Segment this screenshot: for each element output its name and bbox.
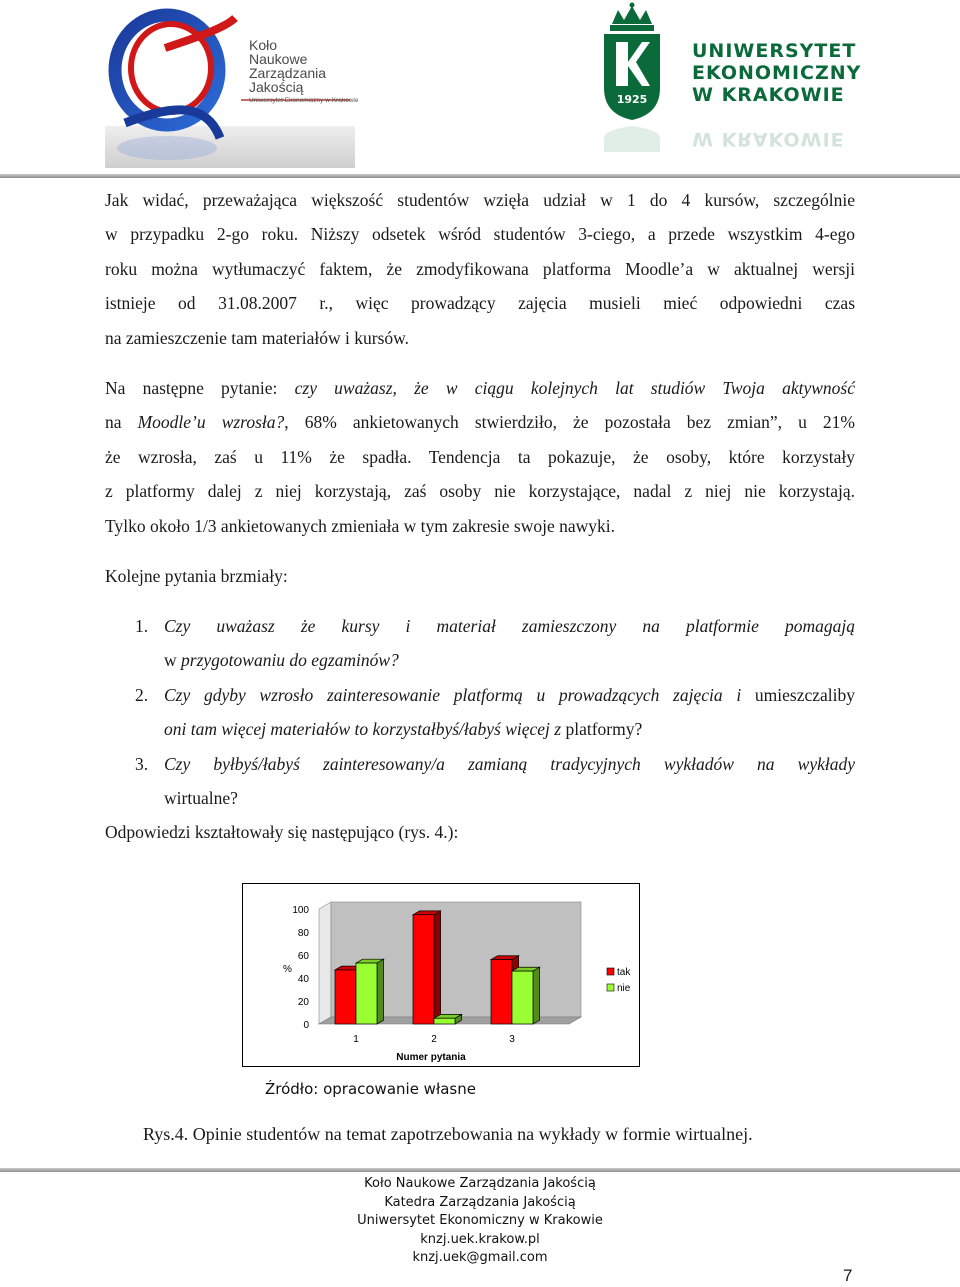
page-number: 7: [843, 1266, 853, 1285]
answers-intro-text: Odpowiedzi kształtowały się następująco (rys. 4.):: [105, 822, 459, 842]
paragraph-line: na zamieszczenie tam materiałów i kursów.: [105, 327, 410, 348]
list-item: [105, 609, 855, 678]
bar-chart: [243, 884, 639, 1066]
uek-name: [692, 40, 861, 106]
text-run: Na następne pytanie:: [105, 378, 295, 398]
source-label: Źródło: opracowanie własne: [265, 1080, 476, 1098]
y-tick-label: 20: [297, 997, 309, 1008]
footer-line: Uniwersytet Ekonomiczny w Krakowie: [357, 1213, 603, 1228]
x-tick-label: 2: [431, 1034, 437, 1045]
logo-subline: Uniwersytet Ekonomiczny w Krakowie: [249, 97, 359, 104]
x-tick-label: 1: [353, 1034, 359, 1045]
footer-website: knzj.uek.krakow.pl: [420, 1231, 540, 1247]
list-item: [105, 678, 855, 747]
paragraph-line: Jak widać, przeważająca większość studentów wzięła udział w 1 do 4 kursów, szczególnie: [105, 190, 855, 210]
x-tick-label: 3: [509, 1034, 515, 1045]
logo-text-line: Jakością: [249, 79, 304, 95]
paragraph-2: [105, 371, 855, 543]
header-divider: [0, 174, 960, 178]
uek-name-line: W KRAKOWIE: [692, 84, 845, 106]
question-italic: czy uważasz, że w ciągu kolejnych lat studiów Twoja aktywność: [294, 378, 855, 398]
list-line: [164, 643, 855, 677]
intro-text: Kolejne pytania brzmiały:: [105, 566, 288, 586]
bar: [512, 971, 533, 1024]
y-tick-label: 100: [292, 905, 309, 916]
list-line: [164, 747, 855, 781]
logo-text-line: Naukowe: [249, 51, 308, 67]
text-run: , 68% ankietowanych stwierdziło, że pozostała bez zmian”, u 21%: [284, 412, 855, 433]
list-line: [164, 712, 855, 746]
text-run: platformy?: [565, 719, 643, 740]
list-item-text: [164, 678, 855, 747]
text-run: umieszczaliby: [754, 684, 855, 705]
legend-swatch: [607, 984, 614, 991]
paragraph-line: [105, 371, 855, 405]
question-italic: oni tam więcej materiałów to korzystałbyś/łabyś więcej z: [164, 719, 566, 740]
legend-label: tak: [617, 967, 631, 978]
chart-frame: [242, 883, 640, 1067]
list-line: wirtualne?: [164, 787, 238, 808]
paragraph-line: z platformy dalej z niej korzystają, zaś osoby nie korzystające, nadal z niej nie korzystają.: [105, 481, 855, 502]
chart-side-wall: [319, 902, 331, 1024]
logo-text-line: Koło: [249, 37, 278, 53]
uek-name-line: EKONOMICZNY: [692, 62, 862, 84]
paragraph-line: w przypadku 2-go roku. Niższy odsetek wśród studentów 3-ciego, a przede wszystkim 4-ego: [105, 224, 855, 245]
footer-line: Koło Naukowe Zarządzania Jakością: [364, 1176, 596, 1191]
list-number: 3.: [135, 753, 149, 774]
page-header: [0, 0, 960, 182]
footer-email: knzj.uek@gmail.com: [412, 1250, 548, 1265]
bar: [335, 970, 356, 1024]
answers-intro: [105, 815, 855, 849]
paragraph-line: [105, 405, 855, 439]
bar-side: [377, 959, 384, 1024]
y-axis-label: %: [283, 964, 292, 975]
question-italic: Czy byłbyś/łabyś zainteresowany/a zamianą tradycyjnych wykładów na wykłady: [164, 753, 855, 774]
y-tick-label: 60: [297, 951, 309, 962]
list-item: [105, 747, 855, 816]
bar-side: [434, 911, 441, 1024]
questions-intro: [105, 559, 855, 593]
bar: [491, 960, 512, 1024]
y-tick-label: 80: [297, 928, 309, 939]
svg-text:1925: 1925: [616, 93, 648, 106]
list-line: [164, 609, 855, 643]
uek-name-line: UNIWERSYTET: [692, 40, 857, 62]
text-run: w: [164, 650, 182, 671]
question-italic: Czy gdyby wzrosło zainteresowanie platformą u prowadzących zajęcia i: [164, 684, 755, 705]
list-item-text: [164, 609, 855, 678]
knzj-logo-text: [249, 38, 358, 105]
y-tick-label: 0: [303, 1020, 309, 1031]
bar: [356, 963, 377, 1024]
x-axis-label: Numer pytania: [396, 1052, 466, 1063]
bar-side: [533, 967, 540, 1024]
legend-label: nie: [617, 983, 631, 994]
bar: [434, 1018, 455, 1024]
paragraph-line: że wzrosła, zaś u 11% że spadła. Tendencja ta pokazuje, że osoby, które korzystały: [105, 446, 855, 467]
paragraph-line: Tylko około 1/3 ankietowanych zmieniała w tym zakresie swoje nawyki.: [105, 515, 616, 536]
list-number: 1.: [135, 616, 149, 636]
question-italic: Czy uważasz że kursy i materiał zamieszczony na platformie pomagają: [164, 616, 855, 636]
paragraph-1: [105, 183, 855, 355]
footer-line: Katedra Zarządzania Jakością: [384, 1194, 576, 1210]
footer-divider: [0, 1168, 960, 1172]
list-item-text: [164, 747, 855, 816]
logo-text-line: Zarządzania: [249, 65, 327, 81]
y-tick-label: 40: [297, 974, 309, 985]
paragraph-line: istnieje od 31.08.2007 r., więc prowadzący zajęcia musieli mieć odpowiedni czas: [105, 293, 855, 314]
question-italic: przygotowaniu do egzaminów?: [181, 650, 399, 671]
questions-list: [105, 609, 855, 815]
paragraph-line: roku można wytłumaczyć faktem, że zmodyfikowana platforma Moodle’a w aktualnej wersji: [105, 258, 855, 279]
text-run: na: [105, 412, 138, 433]
list-number: 2.: [135, 684, 149, 705]
figure-caption: Rys.4. Opinie studentów na temat zapotrzebowania na wykłady w formie wirtualnej.: [143, 1124, 753, 1144]
uek-name-reflection: W KRAKOWIE: [692, 128, 845, 150]
legend-swatch: [607, 968, 614, 975]
page-footer: [0, 1175, 960, 1268]
list-line: [164, 678, 855, 712]
bar: [413, 915, 434, 1024]
question-italic: Moodle’u wzrosła?: [137, 412, 285, 433]
